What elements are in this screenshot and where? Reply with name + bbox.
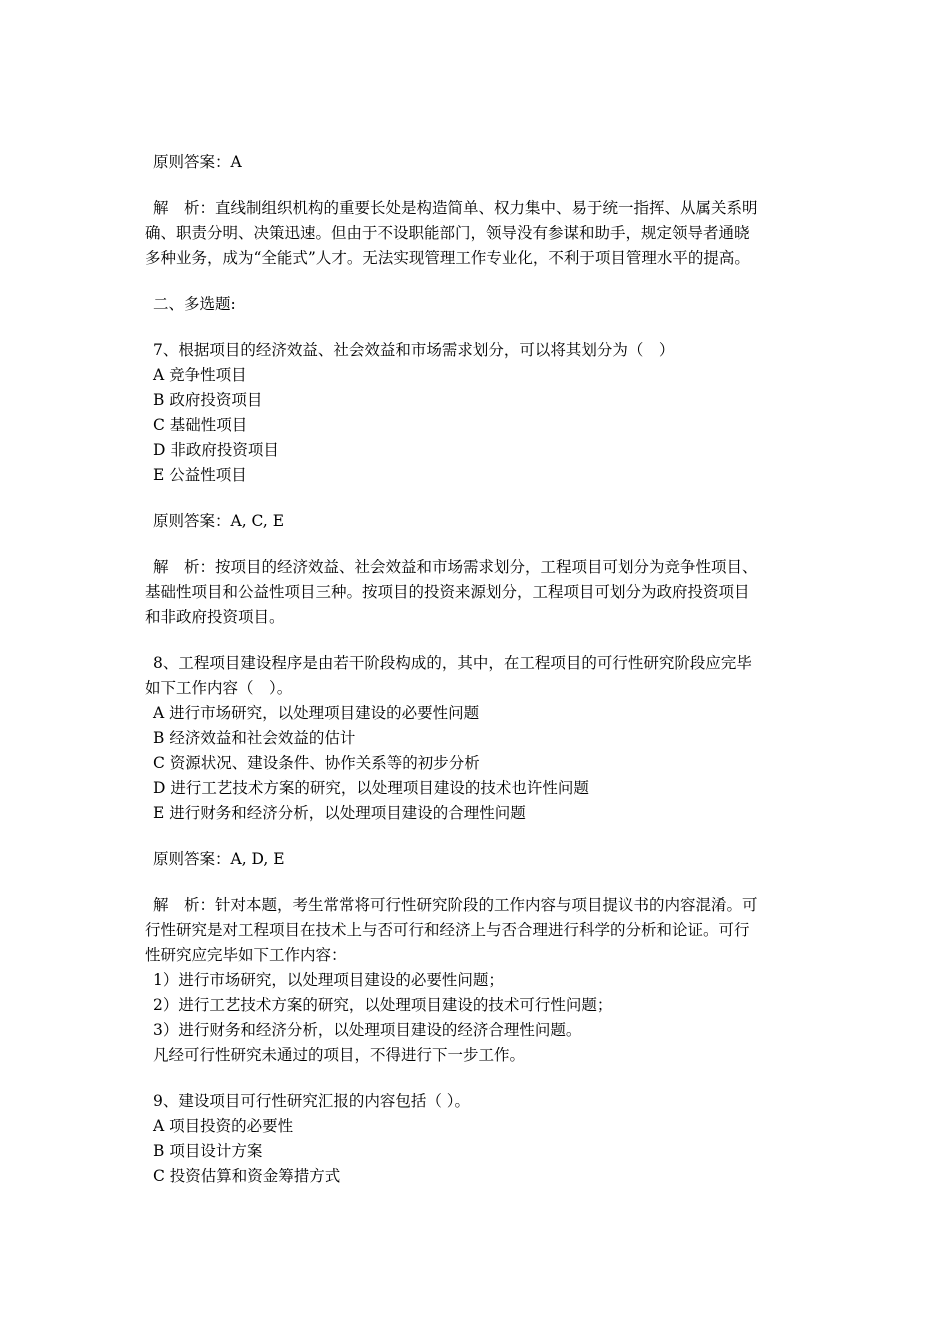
document-body: [145, 150, 810, 1189]
analysis-q6-line: 多种业务，成为“全能式”人才。无法实现管理工作专业化，不利于项目管理水平的提高。: [145, 249, 750, 267]
question-8-stem: 8、工程项目建设程序是由若干阶段构成的，其中，在工程项目的可行性研究阶段应完毕: [153, 654, 752, 672]
analysis-q8: [145, 893, 810, 1068]
analysis-q7-line: 基础性项目和公益性项目三种。按项目的投资来源划分，工程项目可划分为政府投资项目: [145, 583, 750, 601]
question-8-option: B 经济效益和社会效益的估计: [153, 729, 356, 747]
question-9-stem: 9、建设项目可行性研究汇报的内容包括（ ）。: [153, 1092, 471, 1110]
section-title: 二、多选题:: [153, 295, 236, 313]
question-9-option: B 项目设计方案: [153, 1142, 263, 1160]
question-7: [145, 338, 810, 488]
analysis-q8-line: 行性研究是对工程项目在技术上与否可行和经济上与否合理进行科学的分析和论证。可行: [145, 921, 750, 939]
analysis-q7: [145, 555, 810, 630]
spacer: [145, 317, 810, 338]
spacer: [145, 872, 810, 893]
analysis-q6-line: 解 析：直线制组织机构的重要长处是构造简单、权力集中、易于统一指挥、从属关系明: [153, 199, 758, 217]
question-9-option: A 项目投资的必要性: [153, 1117, 294, 1135]
question-9: [145, 1089, 810, 1189]
analysis-q8-line: 解 析：针对本题，考生常常将可行性研究阶段的工作内容与项目提议书的内容混淆。可: [153, 896, 758, 914]
analysis-q6-line: 确、职责分明、决策迅速。但由于不设职能部门，领导没有参谋和助手，规定领导者通晓: [145, 224, 750, 242]
answer-q8: 原则答案：A, D, E: [153, 850, 285, 868]
answer-q6: 原则答案：A: [153, 153, 242, 171]
analysis-q7-line: 解 析：按项目的经济效益、社会效益和市场需求划分，工程项目可划分为竞争性项目、: [153, 558, 758, 576]
analysis-q8-line: 2）进行工艺技术方案的研究，以处理项目建设的技术可行性问题；: [153, 996, 613, 1014]
spacer: [145, 1068, 810, 1089]
question-7-option: E 公益性项目: [153, 466, 247, 484]
spacer: [145, 175, 810, 196]
question-7-option: A 竞争性项目: [153, 366, 247, 384]
spacer: [145, 488, 810, 509]
answer-q7: 原则答案：A, C, E: [153, 512, 285, 530]
question-7-option: D 非政府投资项目: [153, 441, 279, 459]
analysis-q8-line: 3）进行财务和经济分析，以处理项目建设的经济合理性问题。: [153, 1021, 582, 1039]
spacer: [145, 271, 810, 292]
question-7-stem: 7、根据项目的经济效益、社会效益和市场需求划分，可以将其划分为（ ）: [153, 341, 675, 359]
analysis-q7-line: 和非政府投资项目。: [145, 608, 285, 626]
question-8-option: C 资源状况、建设条件、协作关系等的初步分析: [153, 754, 480, 772]
spacer: [145, 630, 810, 651]
analysis-q8-line: 1）进行市场研究，以处理项目建设的必要性问题；: [153, 971, 504, 989]
analysis-q8-line: 凡经可行性研究未通过的项目，不得进行下一步工作。: [153, 1046, 526, 1064]
question-8-option: A 进行市场研究，以处理项目建设的必要性问题: [153, 704, 480, 722]
question-9-option: C 投资估算和资金筹措方式: [153, 1167, 341, 1185]
question-8-option: D 进行工艺技术方案的研究，以处理项目建设的技术也许性问题: [153, 779, 589, 797]
question-7-option: C 基础性项目: [153, 416, 248, 434]
spacer: [145, 826, 810, 847]
analysis-q8-line: 性研究应完毕如下工作内容：: [145, 946, 347, 964]
question-8-stem: 如下工作内容（ ）。: [145, 679, 293, 697]
question-8: [145, 651, 810, 826]
analysis-q6: [145, 196, 810, 271]
spacer: [145, 534, 810, 555]
question-8-option: E 进行财务和经济分析，以处理项目建设的合理性问题: [153, 804, 526, 822]
question-7-option: B 政府投资项目: [153, 391, 263, 409]
